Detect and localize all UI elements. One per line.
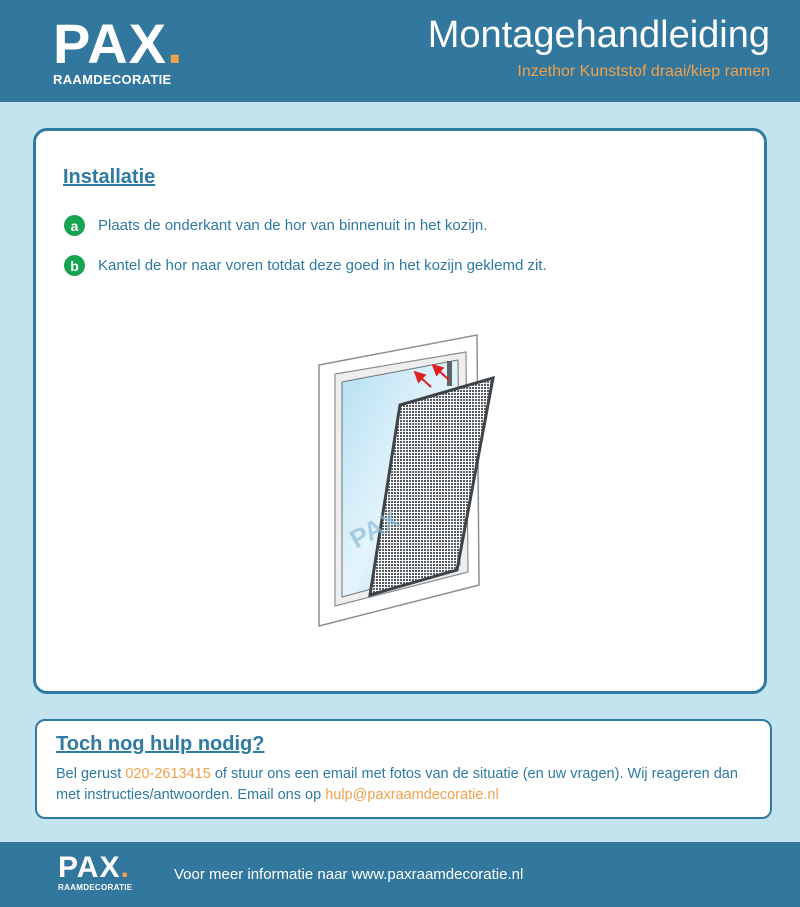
phone-link[interactable]: 020-2613415 bbox=[125, 766, 211, 782]
logo-subtitle: RAAMDECORATIE bbox=[53, 72, 172, 87]
step-b bbox=[64, 255, 547, 276]
footer-logo-mark: PAX. bbox=[58, 851, 130, 884]
step-text-a: Plaats de onderkant van de hor van binnenuit in het kozijn. bbox=[98, 217, 488, 234]
step-a bbox=[64, 215, 487, 236]
step-text-b: Kantel de hor naar voren totdat deze goed in het kozijn geklemd zit. bbox=[98, 257, 547, 274]
installation-card bbox=[33, 128, 767, 694]
footer-logo[interactable] bbox=[58, 853, 132, 892]
pax-logo[interactable] bbox=[53, 12, 184, 87]
help-body: Bel gerust 020-2613415 of stuur ons een email met fotos van de situatie (en uw vragen). Wij reageren dan met instructies/antwoorden. Email ons op hulp@paxraamdecoratie.nl bbox=[56, 766, 738, 803]
page-subtitle: Inzethor Kunststof draai/kiep ramen bbox=[517, 63, 770, 80]
logo-mark: PAX. bbox=[53, 12, 184, 75]
installation-illustration bbox=[286, 321, 526, 641]
installation-title: Installatie bbox=[63, 166, 156, 188]
step-badge-a: a bbox=[64, 215, 85, 236]
page-title: Montagehandleiding bbox=[427, 14, 770, 56]
header bbox=[0, 0, 800, 102]
email-link[interactable]: hulp@paxraamdecoratie.nl bbox=[325, 787, 499, 803]
help-card bbox=[35, 719, 772, 819]
footer-info-link[interactable]: Voor meer informatie naar www.paxraamdecoratie.nl bbox=[174, 866, 524, 883]
illustration-watermark: PAX bbox=[344, 503, 405, 555]
footer bbox=[0, 842, 800, 907]
step-badge-b: b bbox=[64, 255, 85, 276]
help-title: Toch nog hulp nodig? bbox=[56, 733, 265, 755]
footer-logo-subtitle: RAAMDECORATIE bbox=[58, 883, 133, 892]
